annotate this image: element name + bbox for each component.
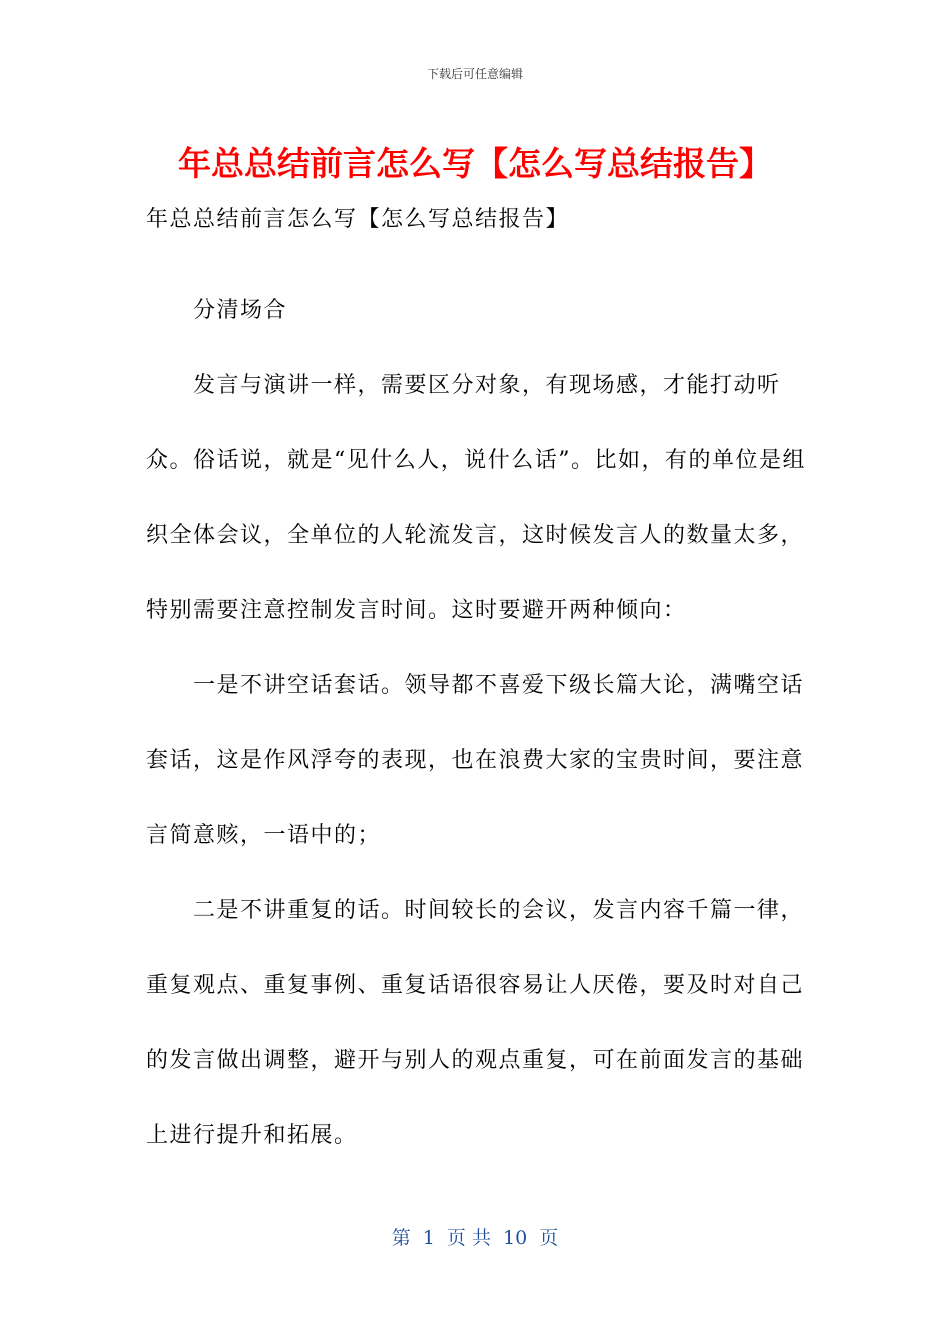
document-body — [146, 198, 806, 1173]
page-header-note: 下载后可任意编辑 — [426, 67, 523, 81]
document-title: 年总总结前言怎么写【怎么写总结报告】 — [178, 144, 772, 183]
paragraph: 发言与演讲一样，需要区分对象，有现场感，才能打动听众。俗话说，就是“见什么人，说什么话”。比如，有的单位是组织全体会议，全单位的人轮流发言，这时候发言人的数量太多，特别需要注意控制发言时间。这时要避开两种倾向： — [146, 373, 806, 623]
paragraph: 一是不讲空话套话。领导都不喜爱下级长篇大论，满嘴空话套话，这是作风浮夸的表现，也在浪费大家的宝贵时间，要注意言简意赅，一语中的； — [146, 673, 805, 848]
paragraph: 二是不讲重复的话。时间较长的会议，发言内容千篇一律，重复观点、重复事例、重复话语很容易让人厌倦，要及时对自己的发言做出调整，避开与别人的观点重复，可在前面发言的基础上进行提升和拓展。 — [146, 898, 805, 1148]
paragraph-subtitle: 年总总结前言怎么写【怎么写总结报告】 — [146, 207, 570, 232]
page-number: 第 1 页 共 10 页 — [391, 1227, 559, 1249]
paragraph-heading: 分清场合 — [193, 298, 288, 323]
